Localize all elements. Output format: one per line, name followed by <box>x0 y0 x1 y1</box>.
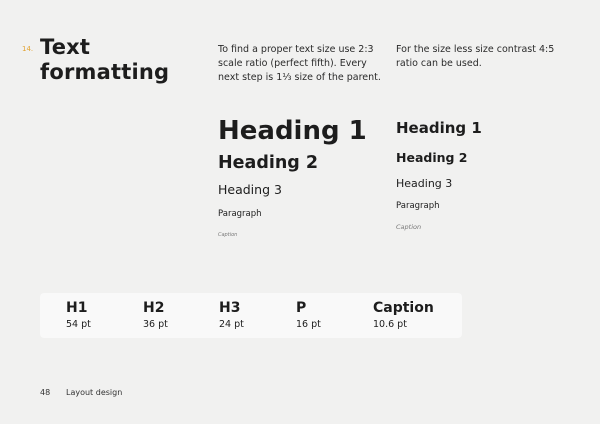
intro-ratio-4-5: For the size less size contrast 4:5 ratio can be used. <box>396 44 555 69</box>
scale-name: H1 <box>66 300 88 316</box>
scale-item-h3 <box>219 300 244 331</box>
scale-size: 24 pt <box>219 319 244 330</box>
intro-ratio-2-3: To find a proper text size use 2:3 scale ratio (perfect fifth). Every next step is 1⅓ size of the parent. <box>218 44 381 83</box>
type-scale-table <box>40 293 462 338</box>
scale-size: 36 pt <box>143 319 168 330</box>
scale-size: 54 pt <box>66 319 91 330</box>
sample-heading-3: Heading 3 <box>218 182 282 197</box>
sample-caption: Caption <box>218 232 238 238</box>
sample-heading-1: Heading 1 <box>218 116 367 146</box>
scale-name: P <box>296 300 307 316</box>
scale-name: H3 <box>219 300 241 316</box>
sample-heading-1: Heading 1 <box>396 119 482 137</box>
section-title: Text formatting <box>40 35 170 84</box>
section-number: 14. <box>22 45 34 53</box>
sample-heading-2: Heading 2 <box>218 153 319 173</box>
scale-name: Caption <box>373 300 434 316</box>
sample-caption: Caption <box>396 223 422 231</box>
sample-paragraph: Paragraph <box>396 201 440 211</box>
scale-item-h1 <box>66 300 91 331</box>
scale-name: H2 <box>143 300 165 316</box>
scale-item-h2 <box>143 300 168 331</box>
sample-paragraph: Paragraph <box>218 209 262 219</box>
page-number: 48 <box>40 388 51 397</box>
footer-label: Layout design <box>66 388 123 397</box>
sample-heading-3: Heading 3 <box>396 177 453 190</box>
sample-heading-2: Heading 2 <box>396 150 468 165</box>
scale-item-p <box>296 300 321 331</box>
scale-size: 10.6 pt <box>373 319 407 330</box>
scale-item-caption <box>373 300 434 331</box>
scale-size: 16 pt <box>296 319 321 330</box>
